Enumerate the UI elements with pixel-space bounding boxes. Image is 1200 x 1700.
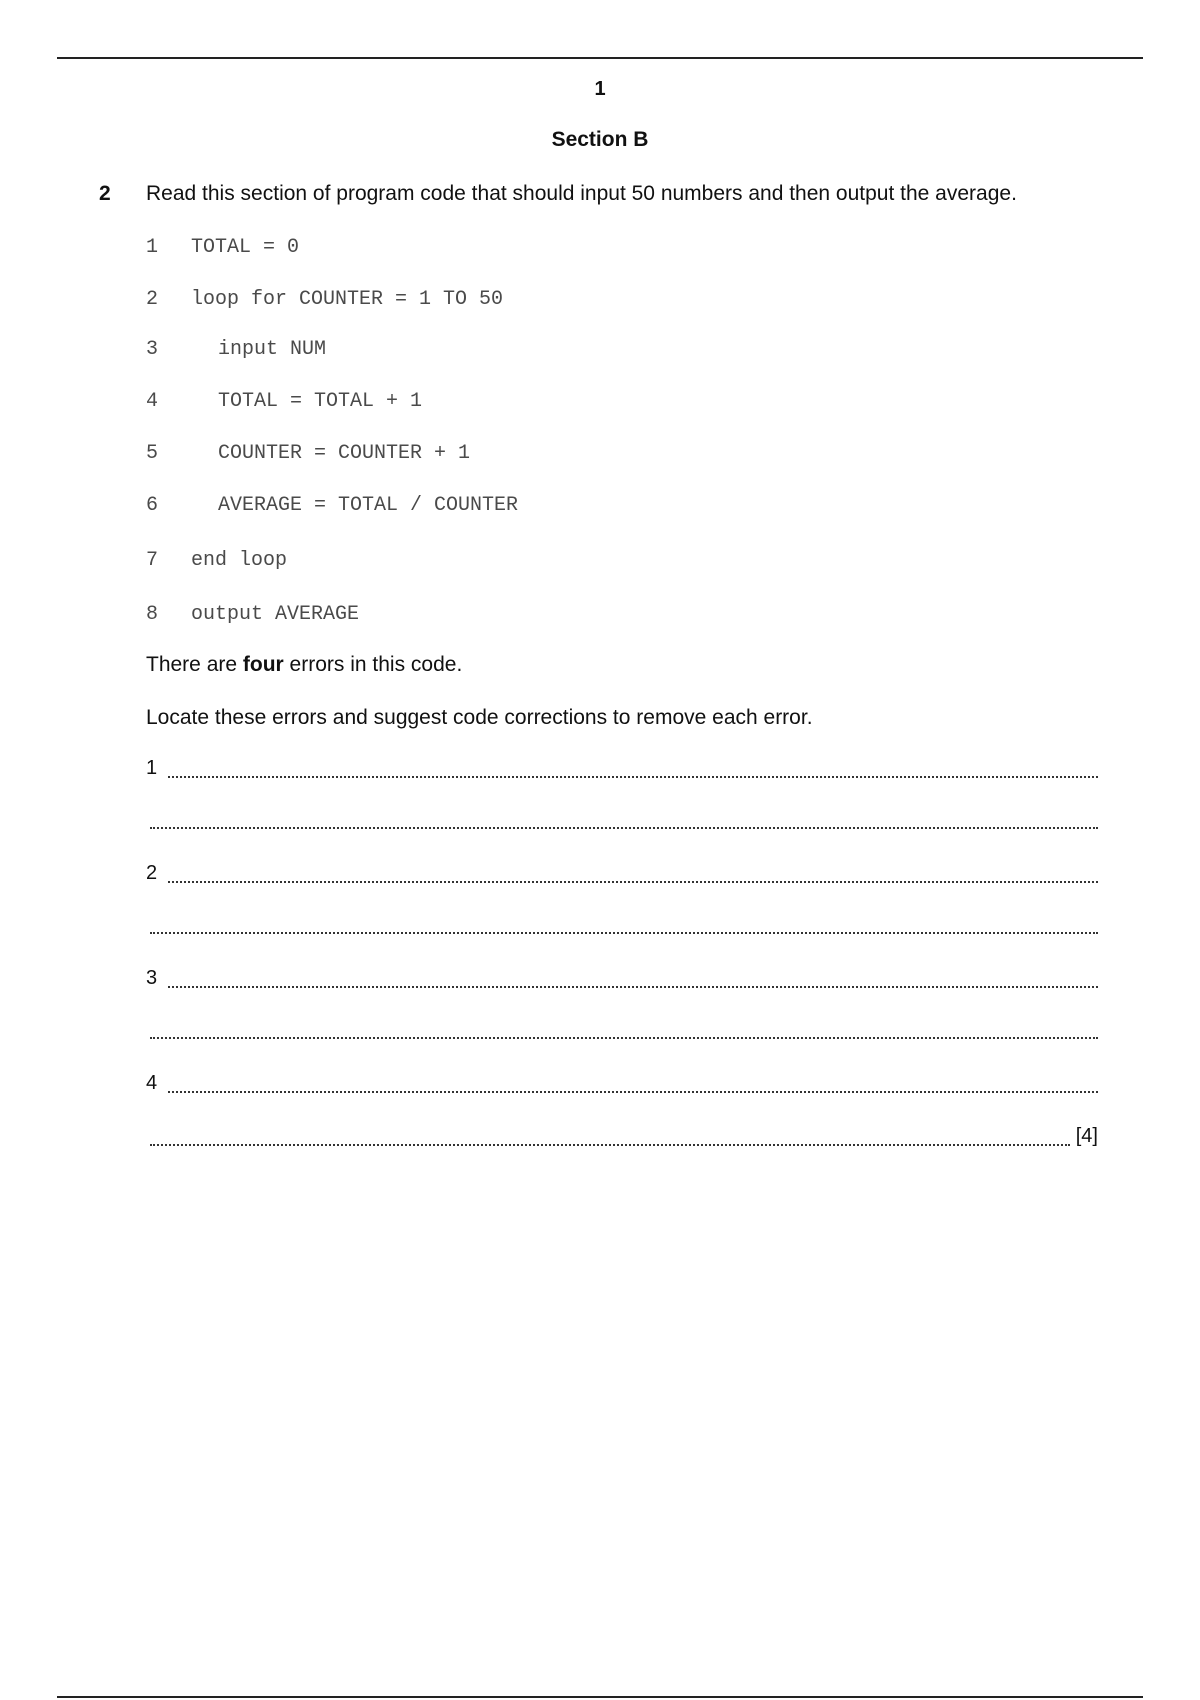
code-text: output AVERAGE <box>191 603 360 626</box>
marks-label: [4] <box>1075 1125 1098 1147</box>
dotted-answer-line <box>168 881 1098 883</box>
answer-number: 4 <box>146 1072 158 1094</box>
code-text: COUNTER = COUNTER + 1 <box>218 442 471 465</box>
statement-prefix: There are <box>146 653 243 676</box>
statement-emphasis: four <box>242 653 284 676</box>
statement-suffix: errors in this code. <box>283 653 463 676</box>
code-line <box>146 288 504 314</box>
dotted-answer-line <box>168 776 1098 778</box>
code-text: TOTAL = TOTAL + 1 <box>218 390 423 413</box>
answer-number: 3 <box>146 967 158 989</box>
bottom-rule <box>57 1696 1143 1698</box>
question-text: Read this section of program code that should input 50 numbers and then output the average. <box>146 182 1017 205</box>
answer-line-4-continued[interactable] <box>146 1125 1098 1151</box>
dotted-answer-line <box>150 932 1098 934</box>
code-line <box>146 442 471 468</box>
page-number: 1 <box>594 78 606 100</box>
answer-number: 2 <box>146 862 158 884</box>
code-line <box>146 494 519 520</box>
code-text: AVERAGE = TOTAL / COUNTER <box>218 494 519 517</box>
answer-line-4[interactable] <box>146 1072 1098 1098</box>
answer-line-2[interactable] <box>146 862 1098 888</box>
dotted-answer-line <box>150 827 1098 829</box>
answer-line-3[interactable] <box>146 967 1098 993</box>
code-line <box>146 603 360 629</box>
answer-line-2-continued[interactable] <box>146 913 1098 939</box>
instruction-text: Locate these errors and suggest code corrections to remove each error. <box>146 706 813 729</box>
question-number: 2 <box>99 182 111 205</box>
code-line <box>146 390 423 416</box>
dotted-answer-line <box>150 1144 1070 1146</box>
answer-number: 1 <box>146 757 158 779</box>
answer-line-1[interactable] <box>146 757 1098 783</box>
code-line-number: 5 <box>146 442 159 465</box>
dotted-answer-line <box>168 1091 1098 1093</box>
section-title: Section B <box>551 128 649 151</box>
code-line <box>146 549 288 575</box>
answer-line-3-continued[interactable] <box>146 1018 1098 1044</box>
answer-line-1-continued[interactable] <box>146 808 1098 834</box>
dotted-answer-line <box>168 986 1098 988</box>
top-rule <box>57 57 1143 59</box>
dotted-answer-line <box>150 1037 1098 1039</box>
code-text: input NUM <box>218 338 327 361</box>
code-text: loop for COUNTER = 1 TO 50 <box>191 288 504 311</box>
code-line-number: 4 <box>146 390 159 413</box>
code-line-number: 1 <box>146 236 159 259</box>
code-text: TOTAL = 0 <box>191 236 300 259</box>
code-line <box>146 236 300 262</box>
code-line-number: 2 <box>146 288 159 311</box>
code-line-number: 8 <box>146 603 159 626</box>
code-line-number: 6 <box>146 494 159 517</box>
code-line-number: 7 <box>146 549 159 572</box>
code-text: end loop <box>191 549 288 572</box>
code-line <box>146 338 327 364</box>
code-line-number: 3 <box>146 338 159 361</box>
error-count-statement <box>146 653 462 677</box>
